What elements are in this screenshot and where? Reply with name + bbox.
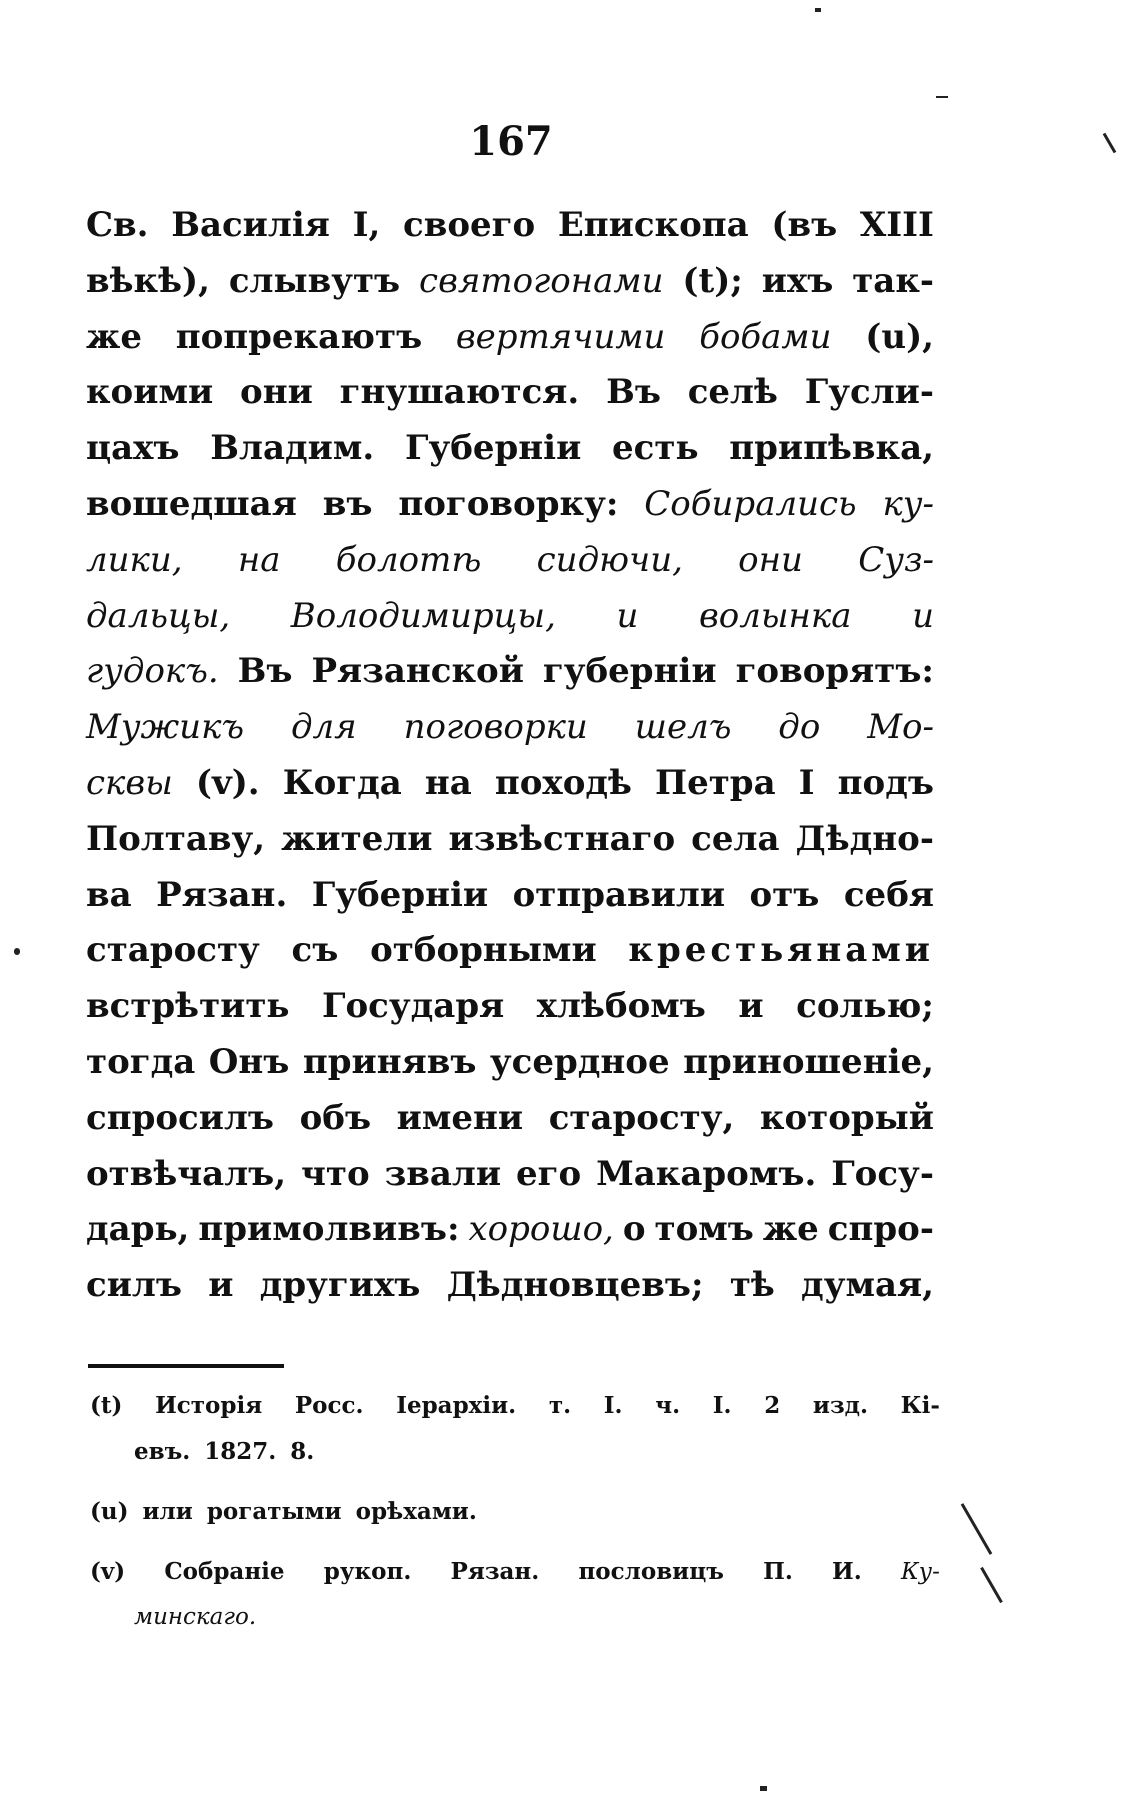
- word: так-: [852, 260, 934, 301]
- word: т.: [548, 1392, 572, 1419]
- italic-word: святогонами: [419, 260, 664, 301]
- word: рукоп.: [323, 1558, 412, 1585]
- word: (u),: [865, 316, 934, 357]
- word: встрѣтить: [86, 986, 290, 1027]
- word: думая,: [801, 1265, 934, 1306]
- word: въ: [322, 483, 373, 524]
- word: на: [424, 762, 472, 803]
- word: (t);: [682, 260, 743, 301]
- word: Владим.: [210, 428, 375, 469]
- word: Іерархіи.: [396, 1392, 517, 1419]
- italic-word: Собирались: [644, 483, 857, 524]
- word: поговорку:: [398, 483, 619, 524]
- word: съ: [291, 930, 339, 971]
- word: орѣхами.: [355, 1498, 477, 1525]
- word: рогатыми: [206, 1498, 342, 1525]
- text-line: [86, 1098, 934, 1154]
- body-text: [86, 205, 934, 1321]
- word: Макаромъ.: [596, 1153, 817, 1194]
- italic-word: они: [738, 539, 803, 580]
- italic-word: лики,: [86, 539, 183, 580]
- word: (въ: [771, 205, 838, 245]
- word: или: [142, 1498, 193, 1525]
- word: I: [798, 762, 815, 803]
- word: припѣвка,: [729, 428, 934, 469]
- word: коими: [86, 372, 214, 413]
- footnotes: [90, 1392, 940, 1650]
- word: Дѣдновцевъ;: [446, 1265, 704, 1306]
- text-line: [86, 819, 934, 875]
- word: Петра: [655, 762, 776, 803]
- italic-word: шелъ: [634, 707, 732, 748]
- word: они: [240, 372, 313, 413]
- word: ихъ: [761, 260, 834, 301]
- text-line: [86, 261, 934, 317]
- italic-word: болотѣ: [335, 539, 482, 580]
- text-line: [86, 763, 934, 819]
- text-line: [86, 428, 934, 484]
- word: подъ: [837, 762, 934, 803]
- word: дарь,: [86, 1209, 190, 1250]
- scan-speck: [14, 948, 20, 955]
- word: о: [622, 1209, 646, 1250]
- word: Гусли-: [804, 372, 934, 413]
- word: усердное: [489, 1041, 670, 1082]
- footnote-line: [90, 1392, 940, 1438]
- footnote-marker: (t): [90, 1392, 123, 1419]
- word: же: [762, 1209, 819, 1250]
- word: хлѣбомъ: [536, 986, 706, 1027]
- text-line: [86, 707, 934, 763]
- word: и: [208, 1265, 234, 1306]
- word: жители: [281, 818, 433, 859]
- word: Когда: [282, 762, 402, 803]
- italic-word: Володимирцы,: [290, 595, 556, 636]
- text-line: [86, 1042, 934, 1098]
- text-line: [86, 1209, 934, 1265]
- word: Губерніи: [311, 874, 489, 915]
- word: Исторія: [155, 1392, 263, 1419]
- word: 8.: [290, 1438, 315, 1465]
- scan-speck: [1103, 133, 1117, 154]
- italic-word: вертячими: [455, 316, 666, 357]
- word: губерніи: [542, 651, 717, 692]
- footnote-marker: (u): [90, 1498, 129, 1525]
- word: старосту,: [548, 1097, 735, 1138]
- page-number: 167: [469, 118, 553, 165]
- italic-word: сидючи,: [536, 539, 683, 580]
- word: солью;: [796, 986, 934, 1027]
- text-line: [86, 596, 934, 652]
- word: старосту: [86, 930, 260, 971]
- word: крестьянами: [628, 930, 934, 971]
- italic-word: поговорки: [403, 707, 588, 748]
- word: себя: [843, 874, 934, 915]
- word: своего: [403, 205, 536, 245]
- word: Рязанской: [311, 651, 524, 692]
- text-line: [86, 1154, 934, 1210]
- word: изд.: [812, 1392, 868, 1419]
- word: Св.: [86, 205, 149, 245]
- word: который: [759, 1097, 934, 1138]
- word: Василія: [171, 205, 330, 245]
- text-line: [86, 986, 934, 1042]
- word: отъ: [749, 874, 820, 915]
- text-line: [86, 540, 934, 596]
- scan-speck: [760, 1786, 767, 1791]
- word: походѣ: [494, 762, 632, 803]
- word: Онъ: [208, 1041, 290, 1082]
- word: Полтаву,: [86, 818, 266, 859]
- footnote-line: [90, 1558, 940, 1604]
- word: I.: [712, 1392, 732, 1419]
- word: Епископа: [557, 205, 749, 245]
- word: отправили: [512, 874, 726, 915]
- italic-word: дальцы,: [86, 595, 231, 636]
- footnote-line: [90, 1498, 940, 1544]
- word: селѣ: [687, 372, 778, 413]
- footnote-line: [90, 1604, 940, 1650]
- word: вошедшая: [86, 483, 297, 524]
- word: И.: [832, 1558, 862, 1585]
- italic-word: Ку-: [900, 1559, 940, 1585]
- word: тѣ: [729, 1265, 775, 1306]
- word: говорятъ:: [735, 651, 934, 692]
- text-line: [86, 875, 934, 931]
- word: гнушаются.: [339, 372, 580, 413]
- word: Собраніе: [164, 1558, 285, 1585]
- word: Губерніи: [404, 428, 582, 469]
- footnote-rule: [88, 1364, 284, 1368]
- word: евъ.: [134, 1438, 191, 1465]
- scan-speck: [936, 96, 948, 98]
- italic-word: хорошо,: [468, 1209, 614, 1250]
- word: XIII: [859, 205, 934, 245]
- italic-word: сквы: [86, 762, 173, 803]
- word: Въ: [237, 651, 293, 692]
- italic-word: бобами: [699, 316, 832, 357]
- word: его: [516, 1153, 582, 1194]
- text-line: [86, 930, 934, 986]
- word: другихъ: [259, 1265, 421, 1306]
- italic-word: Мо-: [867, 707, 934, 748]
- word: спросилъ: [86, 1097, 275, 1138]
- word: Рязан.: [450, 1558, 540, 1585]
- word: вѣкѣ),: [86, 260, 210, 301]
- text-line: [86, 651, 934, 707]
- italic-word: волынка: [698, 595, 852, 636]
- word: объ: [299, 1097, 372, 1138]
- word: Госу-: [831, 1153, 934, 1194]
- italic-word: Суз-: [858, 539, 934, 580]
- italic-word: на: [237, 539, 281, 580]
- italic-word: для: [290, 707, 357, 748]
- word: же: [86, 316, 142, 357]
- word: Дѣдно-: [795, 818, 934, 859]
- word: слывутъ: [228, 260, 401, 301]
- word: отвѣчалъ,: [86, 1153, 287, 1194]
- text-line: [86, 1265, 934, 1321]
- text-line: [86, 484, 934, 540]
- word: Въ: [606, 372, 661, 413]
- word: Государя: [322, 986, 505, 1027]
- italic-word: Мужикъ: [86, 707, 245, 748]
- text-line: [86, 205, 934, 261]
- word: звали: [384, 1153, 502, 1194]
- word: П.: [763, 1558, 793, 1585]
- word: отборными: [370, 930, 597, 971]
- text-line: [86, 317, 934, 373]
- word: (v).: [195, 762, 260, 803]
- word: приношеніе,: [683, 1041, 934, 1082]
- word: принявъ: [302, 1041, 477, 1082]
- italic-word: минскаго.: [134, 1604, 257, 1630]
- word: есть: [612, 428, 699, 469]
- italic-word: гудокъ.: [86, 651, 219, 692]
- scan-speck: [980, 1567, 1003, 1603]
- word: и: [738, 986, 764, 1027]
- word: что: [301, 1153, 370, 1194]
- italic-word: ку-: [882, 483, 934, 524]
- word: Рязан.: [156, 874, 288, 915]
- word: извѣстнаго: [448, 818, 676, 859]
- italic-word: и: [912, 595, 934, 636]
- footnote-line: [90, 1438, 940, 1484]
- scan-speck: [815, 8, 821, 12]
- word: I.: [603, 1392, 623, 1419]
- word: имени: [396, 1097, 524, 1138]
- italic-word: до: [778, 707, 821, 748]
- word: примолвивъ:: [198, 1209, 460, 1250]
- word: ва: [86, 874, 132, 915]
- word: попрекаютъ: [175, 316, 423, 357]
- word: томъ: [654, 1209, 754, 1250]
- word: села: [691, 818, 780, 859]
- word: Росс.: [294, 1392, 364, 1419]
- word: ч.: [655, 1392, 681, 1419]
- word: 2: [764, 1392, 781, 1419]
- word: силъ: [86, 1265, 182, 1306]
- text-line: [86, 372, 934, 428]
- scan-speck: [961, 1503, 993, 1555]
- word: I,: [352, 205, 381, 245]
- footnote-marker: (v): [90, 1558, 126, 1585]
- word: тогда: [86, 1041, 196, 1082]
- italic-word: и: [616, 595, 639, 636]
- word: 1827.: [204, 1438, 277, 1465]
- word: пословицъ: [578, 1558, 724, 1585]
- word: Кі-: [900, 1392, 940, 1419]
- word: спро-: [827, 1209, 934, 1250]
- word: цахъ: [86, 428, 180, 469]
